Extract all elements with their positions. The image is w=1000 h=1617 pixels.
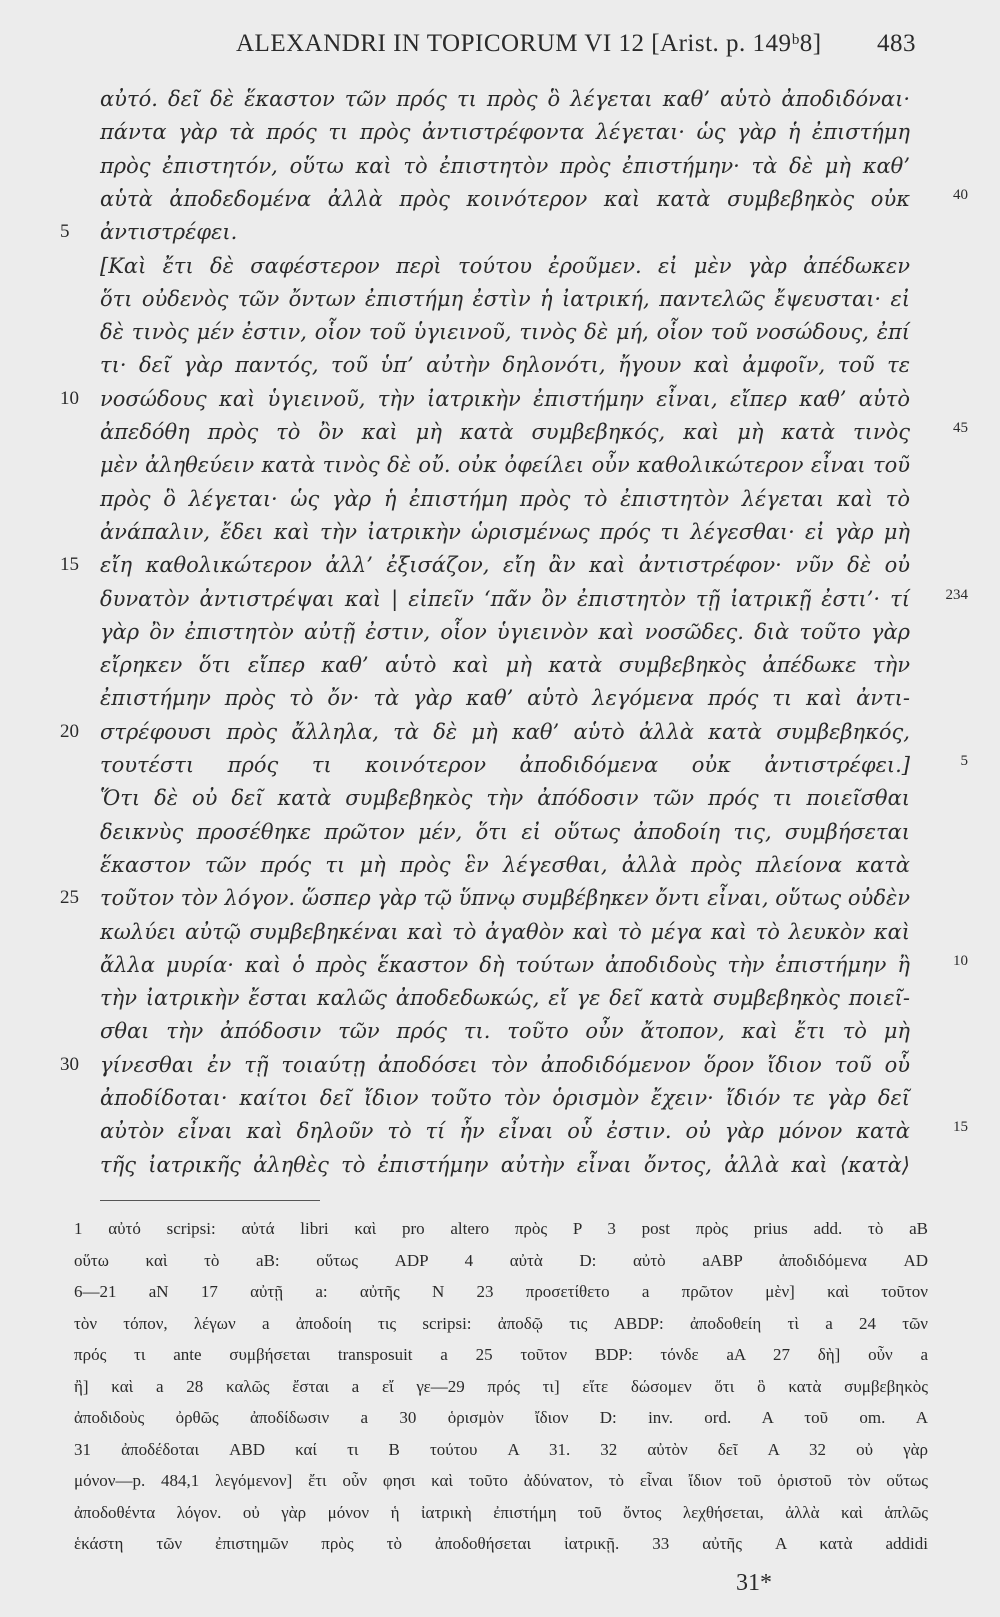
line-text: [Καὶ ἔτι δὲ σαφέστερον περὶ τούτου ἐροῦμεν. εἰ μὲν γὰρ ἀπέδωκεν [100,253,910,278]
line-text: δεικνὺς προσέθηκε πρῶτον μέν, ὅτι εἰ οὕτως ἀποδοίη τις, συμβήσεται [100,819,910,844]
footnote-line: τὸν τόπον, λέγων a ἀποδοίη τις scripsi: ἀποδῷ τις ABDP: ἀποδοθείη τὶ a 24 τῶν [74,1313,928,1333]
text-line [60,384,910,414]
margin-reference: 40 [953,186,968,203]
margin-reference: 10 [953,952,968,969]
text-line [100,251,910,281]
line-text: γίνεσθαι ἐν τῇ τοιαύτῃ ἀποδόσει τὸν ἀποδιδόμενον ὅρον ἴδιον τοῦ οὗ [100,1052,910,1077]
footnote-line: ἀποδιδοὺς ὀρθῶς ἀποδίδωσιν a 30 ὁρισμὸν ἴδιον D: inv. ord. A τοῦ om. A [74,1408,928,1427]
line-text: ἀνάπαλιν, ἔδει καὶ τὴν ἰατρικὴν ὡρισμένως πρός τι λέγεσθαι· εἰ γὰρ μὴ [100,519,910,544]
line-number: 25 [60,887,79,909]
text-line [60,883,910,913]
text-line [100,617,910,647]
line-text: πρὸς ἐπιστητόν, οὕτω καὶ τὸ ἐπιστητὸν πρὸς ἐπιστήμην· τὰ δὲ μὴ καθ’ [100,153,910,178]
line-text: δυνατὸν ἀντιστρέψαι καὶ | εἰπεῖν ‘πᾶν ὂν ἐπιστητὸν τῇ ἰατρικῇ ἐστι’· τί [100,586,910,611]
text-line [100,151,910,181]
footnote-line: πρός τι ante συμβήσεται transposuit a 25 τοῦτον BDP: τόνδε aA 27 δὴ] οὖν a [74,1345,928,1364]
text-line [100,850,910,880]
margin-reference: 15 [953,1119,968,1136]
line-number: 30 [60,1053,79,1075]
line-number: 15 [60,554,79,576]
line-number: 5 [60,221,70,243]
text-line [60,1050,910,1080]
margin-reference: 234 [945,586,968,603]
line-text: ἄλλα μυρία· καὶ ὁ πρὸς ἕκαστον δὴ τούτων ἀποδιδοὺς τὴν ἐπιστήμην ἢ [100,952,910,977]
line-text: Ὅτι δὲ οὐ δεῖ κατὰ συμβεβηκὸς τὴν ἀπόδοσιν τῶν πρός τι ποιεῖσθαι [100,786,910,811]
line-text: τουτέστι πρός τι κοινότερον ἀποδιδόμενα οὐκ ἀντιστρέφει.] [100,753,910,777]
text-line [100,950,968,980]
text-line [100,650,910,680]
line-text: τῆς ἰατρικῆς ἀληθὲς τὸ ἐπιστήμην αὐτὴν εἶναι ὄντος, ἀλλὰ καὶ ⟨κατὰ⟩ [100,1152,910,1177]
line-text: ἀποδίδοται· καίτοι δεῖ ἴδιον τοῦτο τὸν ὁρισμὸν ἔχειν· ἴδιόν τε γὰρ δεῖ [100,1086,910,1110]
footnote-rule [100,1200,320,1201]
line-text: τι· δεῖ γὰρ παντός, τοῦ ὑπ’ αὐτὴν δηλονότι, ἤγουν καὶ ἀμφοῖν, τοῦ τε [100,353,910,378]
text-line [60,217,910,247]
text-line [100,750,968,780]
text-line [100,517,910,547]
footnote-line: 31 ἀποδέδοται ABD καί τι B τούτου A 31. 32 αὐτὸν δεῖ A 32 οὐ γὰρ [74,1439,928,1459]
line-text: σθαι τὴν ἀπόδοσιν τῶν πρός τι. τοῦτο οὖν ἄτοπον, καὶ ἔτι τὸ μὴ [100,1019,910,1044]
line-text: κωλύει αὐτῷ συμβεβηκέναι καὶ τὸ ἀγαθὸν καὶ τὸ μέγα καὶ τὸ λευκὸν καὶ [100,919,910,944]
line-text: ἐπιστήμην πρὸς τὸ ὄν· τὰ γὰρ καθ’ αὑτὸ λεγόμενα πρός τι καὶ ἀντι- [100,686,910,711]
text-line [100,117,910,147]
footnote-line: μόνον—p. 484,1 λεγόμενον] ἔτι οὖν φησι καὶ τοῦτο ἀδύνατον, τὸ εἶναι ἴδιον τοῦ ὁριστοῦ τὸν οὕτως [74,1471,928,1490]
line-text: αὑτὰ ἀποδεδομένα ἀλλὰ πρὸς κοινότερον καὶ κατὰ συμβεβηκὸς οὐκ [100,186,910,211]
text-line [100,184,968,214]
line-text: πάντα γὰρ τὰ πρός τι πρὸς ἀντιστρέφοντα λέγεται· ὡς γὰρ ἡ ἐπιστήμη [100,120,910,145]
text-line [100,450,910,480]
signature-mark: 31* [736,1570,772,1596]
text-line [100,1116,968,1146]
line-text: αὐτὸν εἶναι καὶ δηλοῦν τὸ τί ἦν εἶναι οὗ ἐστιν. οὐ γὰρ μόνον κατὰ [100,1119,910,1144]
text-line [100,84,910,114]
text-line [100,683,910,713]
text-line [100,284,910,314]
line-text: μὲν ἀληθεύειν κατὰ τινὸς δὲ οὔ. οὐκ ὀφείλει οὖν καθολικώτερον εἶναι τοῦ [100,453,910,478]
running-title: ALEXANDRI IN TOPICORUM VI 12 [Arist. p. 149ᵇ8] [236,30,822,57]
text-line [100,817,910,847]
margin-reference: 5 [960,753,968,769]
line-text: εἴρηκεν ὅτι εἴπερ καθ’ αὑτὸ καὶ μὴ κατὰ συμβεβηκὸς ἀπέδωκε τὴν [100,653,910,678]
text-line [100,1150,910,1180]
line-text: ἀπεδόθη πρὸς τὸ ὂν καὶ μὴ κατὰ συμβεβηκός, καὶ μὴ κατὰ τινὸς [100,420,910,444]
footnote-line: 6—21 aN 17 αὐτῇ a: αὐτῆς N 23 προσετίθετο a πρῶτον μὲν] καὶ τοῦτον [74,1282,928,1301]
text-line [100,917,910,947]
text-line [60,717,910,747]
text-line [100,417,968,447]
line-text: πρὸς ὃ λέγεται· ὡς γὰρ ἡ ἐπιστήμη πρὸς τὸ ἐπιστητὸν λέγεται καὶ τὸ [100,486,910,511]
text-line [60,550,910,580]
text-line [100,983,910,1013]
text-line [100,584,968,614]
text-line [100,317,910,347]
footnote-line: 1 αὐτό scripsi: αὐτά libri καὶ pro altero πρὸς P 3 post πρὸς prius add. τὸ aB [74,1219,928,1238]
line-text: νοσώδους καὶ ὑγιεινοῦ, τὴν ἰατρικὴν ἐπιστήμην εἶναι, εἴπερ καθ’ αὑτὸ [100,386,910,411]
footnote-line: ἑκάστη τῶν ἐπιστημῶν πρὸς τὸ ἀποδοθήσεται ἰατρικῇ. 33 αὐτῆς A κατὰ addidi [74,1534,928,1553]
text-line [100,484,910,514]
line-text: εἴη καθολικώτερον ἀλλ’ ἐξισάζον, εἴη ἂν καὶ ἀντιστρέφον· νῦν δὲ οὐ [100,553,910,578]
text-line [100,783,910,813]
footnote-line: οὕτω καὶ τὸ aB: οὕτως ADP 4 αὐτὰ D: αὐτὸ aABP ἀποδιδόμενα AD [74,1250,928,1270]
margin-reference: 45 [953,420,968,436]
footnote-line: ἢ] καὶ a 28 καλῶς ἔσται a εἴ γε—29 πρός τι] εἴτε δώσομεν ὅτι ὃ κατὰ συμβεβηκὸς [74,1376,928,1396]
line-text: στρέφουσι πρὸς ἄλληλα, τὰ δὲ μὴ καθ’ αὑτὸ ἀλλὰ κατὰ συμβεβηκός, [100,719,910,744]
line-text: ἕκαστον τῶν πρός τι μὴ πρὸς ἓν λέγεσθαι, ἀλλὰ πρὸς πλείονα κατὰ [100,852,910,877]
line-text: ὅτι οὐδενὸς τῶν ὄντων ἐπιστήμη ἐστὶν ἡ ἰατρική, παντελῶς ἔψευσται· εἰ [100,286,910,311]
line-number: 10 [60,387,79,409]
line-text: ἀντιστρέφει. [100,220,238,245]
text-line [100,1016,910,1046]
page-number: 483 [877,30,916,57]
line-number: 20 [60,720,79,742]
line-text: γὰρ ὂν ἐπιστητὸν αὐτῇ ἐστιν, οἷον ὑγιεινὸν καὶ νοσῶδες. διὰ τοῦτο γὰρ [100,619,910,644]
line-text: τὴν ἰατρικὴν ἔσται καλῶς ἀποδεδωκώς, εἴ γε δεῖ κατὰ συμβεβηκὸς ποιεῖ- [100,986,910,1011]
text-line [100,350,910,380]
line-text: αὐτό. δεῖ δὲ ἕκαστον τῶν πρός τι πρὸς ὃ λέγεται καθ’ αὑτὸ ἀποδιδόναι· [100,87,910,111]
line-text: δὲ τινὸς μέν ἐστιν, οἷον τοῦ ὑγιεινοῦ, τινὸς δὲ μή, οἷον τοῦ νοσώδους, ἐπί [100,320,910,345]
text-line [100,1083,910,1113]
line-text: τοῦτον τὸν λόγον. ὥσπερ γὰρ τῷ ὕπνῳ συμβέβηκεν ὄντι εἶναι, οὕτως οὐδὲν [100,886,910,911]
footnote-line: ἀποδοθέντα λόγον. οὐ γὰρ μόνον ἡ ἰατρικὴ ἐπιστήμη τοῦ ὄντος λεχθήσεται, ἀλλὰ καὶ ἁπλῶς [74,1502,928,1522]
